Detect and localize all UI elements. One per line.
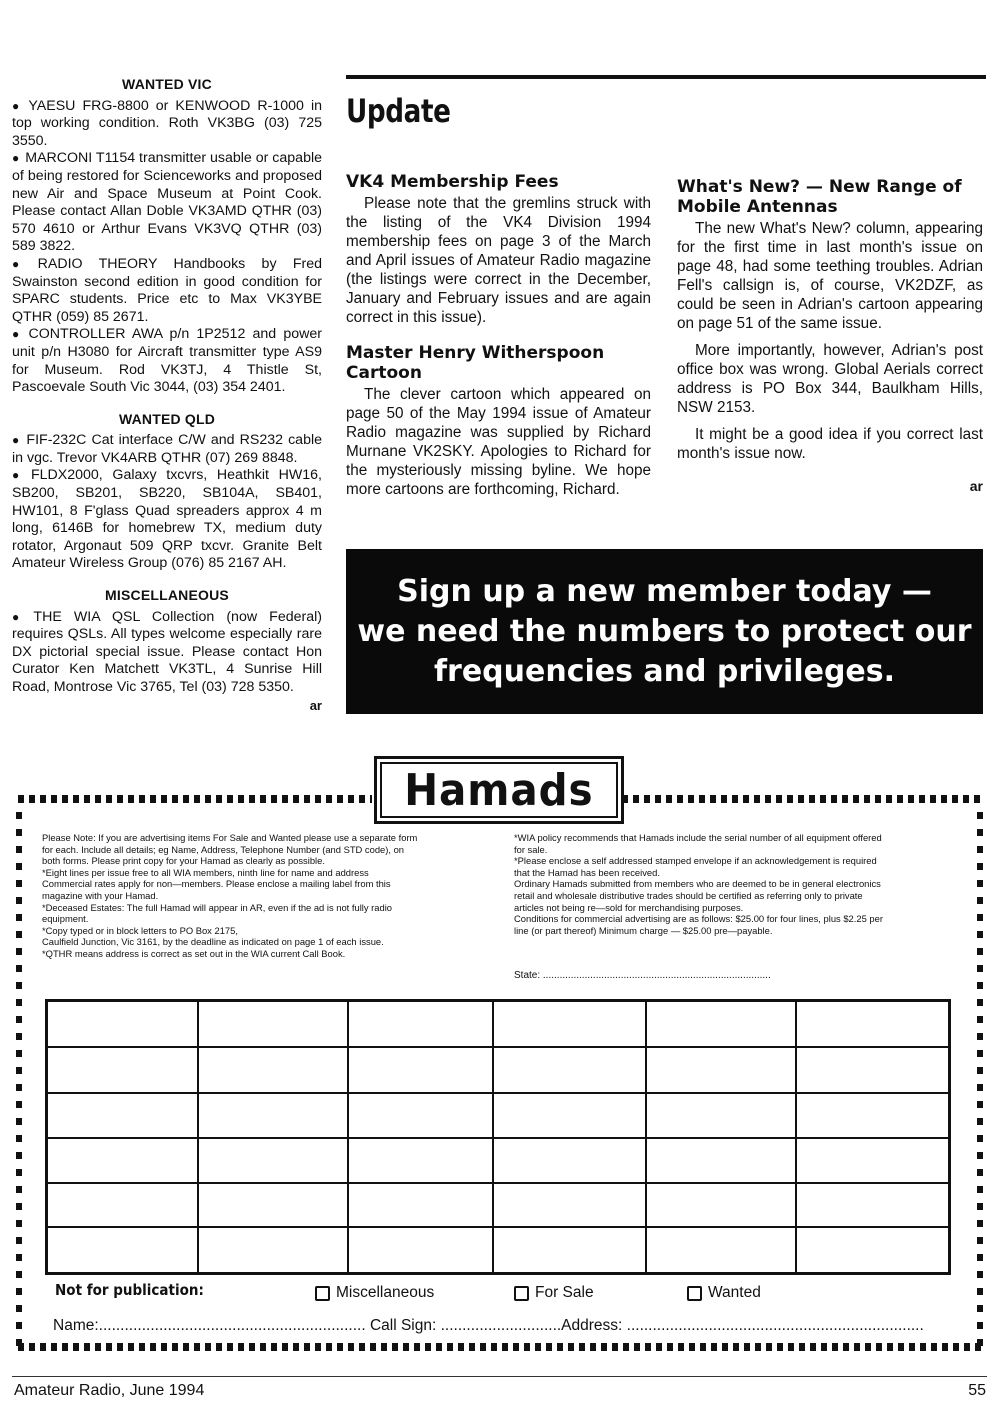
wanted-qld-heading: WANTED QLD: [118, 410, 216, 427]
ar-signature: ar: [969, 478, 983, 494]
not-for-publication-label: Not for publication:: [55, 1281, 204, 1299]
article-body: More importantly, however, Adrian's post office box was wrong. Global Aerials correct address is PO Box 344, Baulkham Hills, NSW 2153.: [677, 342, 983, 416]
form-border-left: [16, 812, 22, 1347]
wanted-vic-heading: WANTED VIC: [122, 76, 212, 92]
classified-column: [12, 74, 322, 714]
classified-ad: ● RADIO THEORY Handbooks by Fred Swainston second edition in good condition for SPARC students. Price etc to Max VK3YBE QTHR (059) 85 2671.: [12, 255, 323, 325]
article-body: Please note that the gremlins struck with the listing of the VK4 Division 1994 membership fees on page 3 of the March and April issues of Amateur Radio magazine (the listings were correct in the December, January and February issues and are again correct in this issue).: [346, 195, 651, 326]
bullet-icon: ●: [12, 433, 21, 448]
form-border-top-left: [18, 795, 372, 803]
bullet-icon: ●: [12, 609, 28, 624]
promo-banner: [346, 549, 983, 714]
checkbox-icon[interactable]: [514, 1286, 529, 1301]
footer-publication: Amateur Radio, June 1994: [14, 1382, 205, 1399]
classified-ad: ● FIF-232C Cat interface C/W and RS232 cable in vgc. Trevor VK4ARB QTHR (07) 269 8848.: [12, 432, 323, 466]
classified-ad: ● CONTROLLER AWA p/n 1P2512 and power unit p/n H3080 for Aircraft transmitter type AS9 for Museum. Rod VK3TJ, 4 Thistle St, Pascoevale South Vic 3044, (03) 354 2401.: [12, 326, 323, 396]
form-border-bottom: [18, 1343, 984, 1351]
hamads-notes-left: Please Note: If you are advertising items For Sale and Wanted please use a separate form for each. Include all details; eg Name, Address, Telephone Number (and STD code), on both forms. Please print copy for your Hamad as clearly as possible. *Eight lines per issue free to all WIA members, ninth line for name and address Commercial rates apply for non—members. Please enclose a mailing label from this magazine with your Hamad. *Deceased Estates: The full Hamad will appear in AR, even if the ad is not fully radio equipment. *Copy typed or in block letters to PO Box 2175, Caulfield Junction, Vic 3161, by the deadline as indicated on page 1 of each issue. *QTHR means address is correct as set out in the WIA current Call Book.: [42, 832, 418, 959]
checkbox-icon[interactable]: [315, 1286, 330, 1301]
classified-ad: ● MARCONI T1154 transmitter usable or capable of being restored for Scienceworks and proposed new Air and Space Museum at Point Cook. Please contact Allan Doble VK3AMD QTHR (03) 570 4610 or Arthur Evans VK3VQ QTHR (03) 589 3822.: [12, 150, 323, 255]
checkbox-miscellaneous[interactable]: Miscellaneous: [315, 1284, 434, 1302]
checkbox-icon[interactable]: [687, 1286, 702, 1301]
article-body: The clever cartoon which appeared on page 50 of the May 1994 issue of Amateur Radio magazine was supplied by Richard Murnane VK2SKY. Apologies to Richard for the mysteriously missing byline. We hope more cartoons are forthcoming, Richard.: [346, 386, 651, 498]
form-border-right: [977, 812, 983, 1347]
bullet-icon: ●: [12, 256, 32, 271]
footer-rule: [12, 1376, 987, 1377]
article-body: It might be a good idea if you correct last month's issue now.: [677, 426, 983, 462]
bullet-icon: ●: [12, 468, 25, 483]
bullet-icon: ●: [12, 327, 23, 342]
article-body: The new What's New? column, appearing for the first time in last month's issue on page 48, had some teething troubles. Adrian Fell's callsign is, of course, VK2DZF, as could be seen in Adrian's cartoon appearing on page 51 of the same issue.: [677, 220, 983, 332]
form-border-top-right: [622, 795, 984, 803]
page-number: 55: [968, 1382, 986, 1399]
ar-signature: ar: [309, 697, 322, 713]
update-title: Update: [346, 92, 451, 130]
checkbox-wanted[interactable]: Wanted: [687, 1284, 761, 1302]
article-heading: What's New? — New Range of Mobile Antennas: [677, 177, 962, 217]
hamads-title: Hamads: [404, 764, 594, 816]
checkbox-for-sale[interactable]: For Sale: [514, 1284, 594, 1302]
hamad-entry-grid[interactable]: [45, 999, 951, 1275]
update-column-right: [677, 177, 983, 496]
update-column-middle: [346, 172, 651, 499]
hamads-notes-right: *WIA policy recommends that Hamads include the serial number of all equipment offered for sale. *Please enclose a self addressed stamped envelope if an acknowledgement is required that the Hamad has been received. Ordinary Hamads submitted from members who are deemed to be in general electronics retail and wholesale distributive trades should be certified as referring only to private articles not being re—sold for merchandising purposes. Conditions for commercial advertising are as follows: $25.00 for four lines, plus $2.25 per line (or part thereof) Minimum charge — $25.00 pre—payable.: [514, 832, 883, 936]
state-field[interactable]: State: ..................................................................................: [514, 970, 771, 981]
article-heading: Master Henry Witherspoon Cartoon: [346, 343, 605, 383]
name-callsign-address-field[interactable]: Name:.............................................................. Call Sign: ............................Address: .....................................................................: [53, 1317, 924, 1334]
update-rule: [346, 75, 986, 79]
promo-line: frequencies and privileges.: [433, 653, 896, 689]
classified-ad: ● THE WIA QSL Collection (now Federal) requires QSLs. All types welcome especially rare DX pictorial special issue. Please contact Hon Curator Ken Matchett VK3TL, 4 Sunrise Hill Road, Montrose Vic 3765, Tel (03) 728 5350.: [12, 608, 322, 695]
promo-line: Sign up a new member today —: [397, 573, 932, 609]
promo-line: we need the numbers to protect our: [357, 613, 972, 649]
misc-heading: MISCELLANEOUS: [105, 587, 229, 604]
classified-ad: ● YAESU FRG-8800 or KENWOOD R-1000 in top working condition. Roth VK3BG (03) 725 3550.: [12, 97, 323, 149]
article-heading: VK4 Membership Fees: [346, 172, 559, 192]
hamads-title-box: [374, 756, 624, 824]
bullet-icon: ●: [12, 98, 23, 113]
bullet-icon: ●: [12, 151, 20, 166]
classified-ad: ● FLDX2000, Galaxy txcvrs, Heathkit HW16, SB200, SB201, SB220, SB104A, SB401, HW101, 8 F'glass Quad spreaders approx 4 m long, 6146B for homebrew TX, medium duty rotator, Argonaut 509 QRP txcvr. Granite Belt Amateur Wireless Group (076) 85 2167 AH.: [12, 467, 322, 572]
